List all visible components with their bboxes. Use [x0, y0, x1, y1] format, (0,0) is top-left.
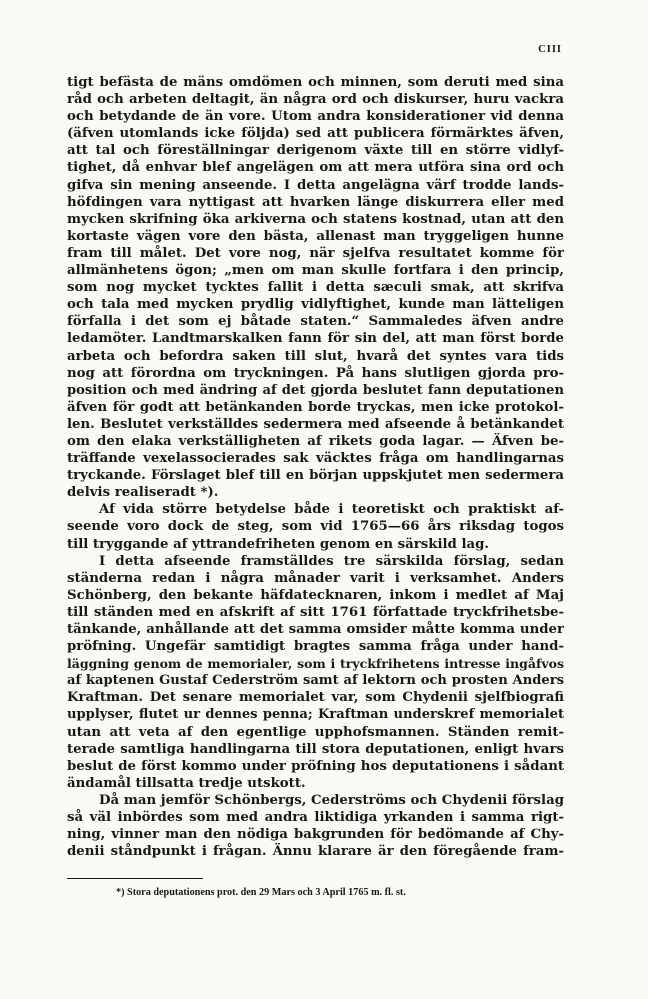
text-line: fram till målet. Det vore nog, när sjelfva resultatet komme för [67, 245, 564, 261]
text-line: position och med ändring af det gjorda beslutet fann deputationen [67, 382, 564, 398]
text-line: och tala med mycken prydlig vidlyftighet, kunde man lätteligen [67, 297, 564, 313]
text-line: ständerna redan i några månader varit i verksamhet. Anders [67, 570, 564, 586]
text-line: tänkande, anhållande att det samma omsider måtte komma under [67, 622, 564, 637]
text-line: råd och arbeten deltagit, än några ord och diskurser, huru vackra [67, 92, 564, 108]
text-line: kortaste vägen vore den bästa, allenast man tryggeligen hunne [67, 228, 564, 244]
text-line: len. Beslutet verkställdes sedermera med afseende å betänkandet [67, 416, 564, 432]
text-line: tryckande. Förslaget blef till en början uppskjutet men sedermera [67, 468, 564, 484]
text-line: förfalla i det som ej båtade staten.“ Sammaledes äfven andre [67, 314, 564, 330]
text-line: till tryggande af yttrandefriheten genom en särskild lag. [67, 536, 490, 552]
text-line: höfdingen vara nyttigast att hvarken länge diskurrera eller med [67, 194, 564, 210]
footnote-rule [67, 878, 203, 879]
text-line: terade samtliga handlingarna till stora deputationen, enligt hvars [67, 741, 564, 757]
text-line: Då man jemför Schönbergs, Cederströms och Chydenii förslag [99, 792, 564, 808]
text-line: tigt befästa de mäns omdömen och minnen, som deruti med sina [67, 75, 564, 90]
text-line: utan att veta af den egentlige upphofsmannen. Ständen remit- [67, 724, 564, 740]
text-line: till ständen med en afskrift af sitt 1761 författade tryckfrihetsbe- [67, 604, 564, 620]
text-line: mycken skrifning öka arkiverna och statens kostnad, utan att den [67, 211, 564, 227]
text-line: nog att förordna om tryckningen. På hans slutligen gjorda pro- [67, 365, 564, 381]
text-line: arbeta och befordra saken till slut, hvarå det syntes vara tids [67, 348, 564, 364]
text-line: äfven för godt att betänkanden borde tryckas, men icke protokol- [67, 399, 564, 415]
text-line: denii ståndpunkt i frågan. Ännu klarare är den föregående fram- [67, 844, 564, 860]
text-line: tighet, då enhvar blef angelägen om att mera utföra sina ord och [67, 160, 564, 176]
text-line: ning, vinner man den nödiga bakgrunden för bedömande af Chy- [67, 827, 564, 843]
page-number: CIII [538, 44, 562, 55]
text-line: Schönberg, den bekante häfdatecknaren, inkom i medlet af Maj [67, 587, 564, 603]
text-line: som nog mycket tycktes fallit i detta sæculi smak, att skrifva [67, 280, 564, 296]
text-line: seende voro dock de steg, som vid 1765—66 års riksdag togos [67, 519, 564, 535]
text-line: gifva sin mening anseende. I detta angelägna värf trodde lands- [67, 177, 564, 193]
text-line: Af vida större betydelse både i teoretiskt och praktiskt af- [99, 502, 564, 518]
text-line: ändamål tillsatta tredje utskott. [67, 775, 306, 791]
body-text [67, 74, 564, 860]
footnote: *) Stora deputationens prot. den 29 Mars och 3 April 1765 m. fl. st. [116, 887, 406, 898]
text-line: (äfven utomlands icke följda) sed att publicera förmärktes äfven, [67, 126, 564, 142]
text-line: Kraftman. Det senare memorialet var, som Chydenii sjelfbiografi [67, 690, 564, 706]
text-line: pröfning. Ungefär samtidigt bragtes samma fråga under hand- [67, 639, 564, 655]
text-line: delvis realiseradt *). [67, 485, 219, 501]
text-line: af kaptenen Gustaf Cederström samt af lektorn och prosten Anders [67, 673, 564, 689]
text-line: I detta afseende framställdes tre särskilda förslag, sedan [99, 553, 564, 569]
text-line: beslut de först kommo under pröfning hos deputationens i sådant [67, 758, 564, 774]
text-line: om den elaka verkställigheten af rikets goda lagar. — Äfven be- [67, 433, 564, 449]
text-line: ledamöter. Landtmarskalken fann för sin del, att man först borde [67, 331, 564, 347]
text-line: och betydande de än vore. Utom andra konsiderationer vid denna [67, 109, 564, 125]
text-line: upplyser, flutet ur dennes penna; Kraftman underskref memorialet [67, 707, 564, 723]
text-line: så väl inbördes som med andra liktidiga yrkanden i samma rigt- [67, 810, 564, 826]
text-line: allmänhetens ögon; „men om man skulle fortfara i den princip, [67, 263, 564, 279]
text-line: träffande vexelassocierades sak väcktes fråga om handlingarnas [67, 451, 564, 467]
text-line: att tal och föreställningar derigenom växte till en större vidlyf- [67, 143, 564, 159]
text-line: läggning genom de memorialer, som i tryckfrihetens intresse ingåfvos [67, 656, 564, 672]
